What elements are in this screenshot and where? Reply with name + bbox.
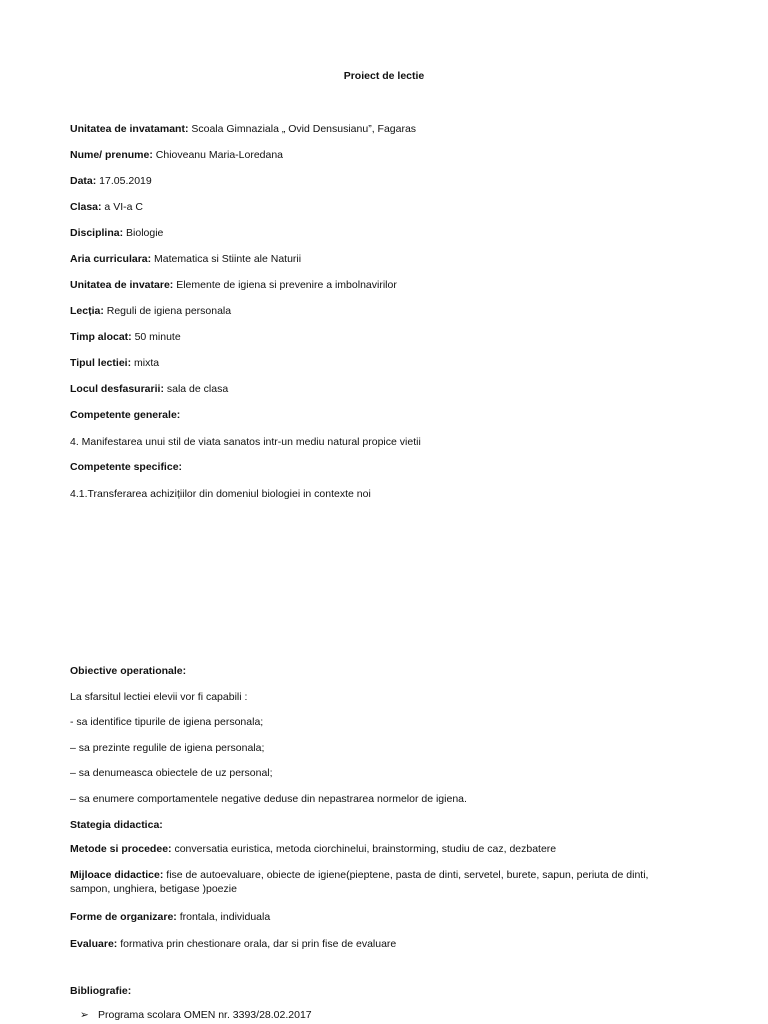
field-value: mixta [131, 357, 160, 369]
section-heading: Bibliografie: [70, 985, 132, 997]
bibliografie-text: Programa scolara OMEN nr. 3393/28.02.2017 [98, 1009, 312, 1021]
field-label: Lecția: [70, 305, 104, 317]
field-value: formativa prin chestionare orala, dar si prin fise de evaluare [117, 938, 397, 950]
bibliografie-item [74, 1008, 708, 1022]
obiectiv-item: – sa enumere comportamentele negative deduse din nepastrarea normelor de igiena. [70, 793, 467, 805]
field-label: Forme de organizare: [70, 911, 177, 923]
mijloace-didactice [70, 868, 668, 896]
arrow-bullet-icon: ➢ [80, 1009, 89, 1021]
field-timp-alocat [70, 330, 708, 344]
obiectiv-item: – sa denumeasca obiectele de uz personal; [70, 767, 273, 779]
field-label: Timp alocat: [70, 331, 132, 343]
forme-organizare [70, 910, 708, 924]
strategia-heading [70, 818, 708, 832]
field-tipul-lectiei [70, 356, 708, 370]
competente-specifice-heading [70, 460, 708, 474]
field-label: Nume/ prenume: [70, 149, 153, 161]
field-value: a VI-a C [101, 201, 143, 213]
field-data [70, 174, 708, 188]
field-label: Unitatea de invatare: [70, 279, 174, 291]
competente-specifice-item: 4.1.Transferarea achizițiilor din domeniul biologiei in contexte noi [70, 488, 371, 500]
section-heading: Obiective operationale: [70, 665, 187, 677]
field-disciplina [70, 226, 708, 240]
evaluare [70, 937, 708, 951]
field-label: Unitatea de invatamant: [70, 123, 189, 135]
section-heading: Stategia didactica: [70, 819, 163, 831]
field-value: 50 minute [131, 331, 181, 343]
field-value: 17.05.2019 [96, 175, 152, 187]
obiective-heading [70, 664, 708, 678]
field-value: frontala, individuala [176, 911, 271, 923]
field-label: Tipul lectiei: [70, 357, 132, 369]
field-value: Biologie [123, 227, 164, 239]
field-unitatea-invatare [70, 278, 708, 292]
field-clasa [70, 200, 708, 214]
field-label: Clasa: [70, 201, 102, 213]
field-aria-curriculara [70, 252, 708, 266]
field-label: Data: [70, 175, 97, 187]
obiectiv-item: – sa prezinte regulile de igiena personala; [70, 742, 265, 754]
field-label: Aria curriculara: [70, 253, 152, 265]
field-value: Chioveanu Maria-Loredana [152, 149, 284, 161]
field-value: Elemente de igiena si prevenire a imbolnavirilor [173, 279, 397, 291]
field-lectia [70, 304, 708, 318]
metode-procedee [70, 842, 708, 856]
field-label: Locul desfasurarii: [70, 383, 164, 395]
bibliografie-heading [70, 984, 708, 998]
field-label: Metode si procedee: [70, 843, 172, 855]
competente-generale-heading [70, 408, 708, 422]
field-value: Matematica si Stiinte ale Naturii [151, 253, 302, 265]
obiective-intro: La sfarsitul lectiei elevii vor fi capabili : [70, 691, 248, 703]
field-locul-desfasurarii [70, 382, 708, 396]
document-title: Proiect de lectie [343, 70, 425, 82]
section-heading: Competente generale: [70, 409, 181, 421]
field-value: sala de clasa [163, 383, 229, 395]
field-label: Disciplina: [70, 227, 124, 239]
field-label: Mijloace didactice: [70, 869, 164, 881]
competente-generale-item: 4. Manifestarea unui stil de viata sanatos intr-un mediu natural propice vietii [70, 436, 421, 448]
field-value: Reguli de igiena personala [103, 305, 232, 317]
field-value: fise de autoevaluare, obiecte de igiene(pieptene, pasta de dinti, servetel, burete, sapun, periuta de dinti, sampon, unghiera, betigase )poezie [70, 869, 649, 895]
obiectiv-item: - sa identifice tipurile de igiena personala; [70, 716, 264, 728]
field-value: Scoala Gimnaziala „ Ovid Densusianu”, Fagaras [188, 123, 417, 135]
section-heading: Competente specifice: [70, 461, 183, 473]
field-unitatea-invatamant [70, 122, 708, 136]
field-label: Evaluare: [70, 938, 118, 950]
field-nume-prenume [70, 148, 708, 162]
field-value: conversatia euristica, metoda ciorchinelui, brainstorming, studiu de caz, dezbatere [171, 843, 557, 855]
